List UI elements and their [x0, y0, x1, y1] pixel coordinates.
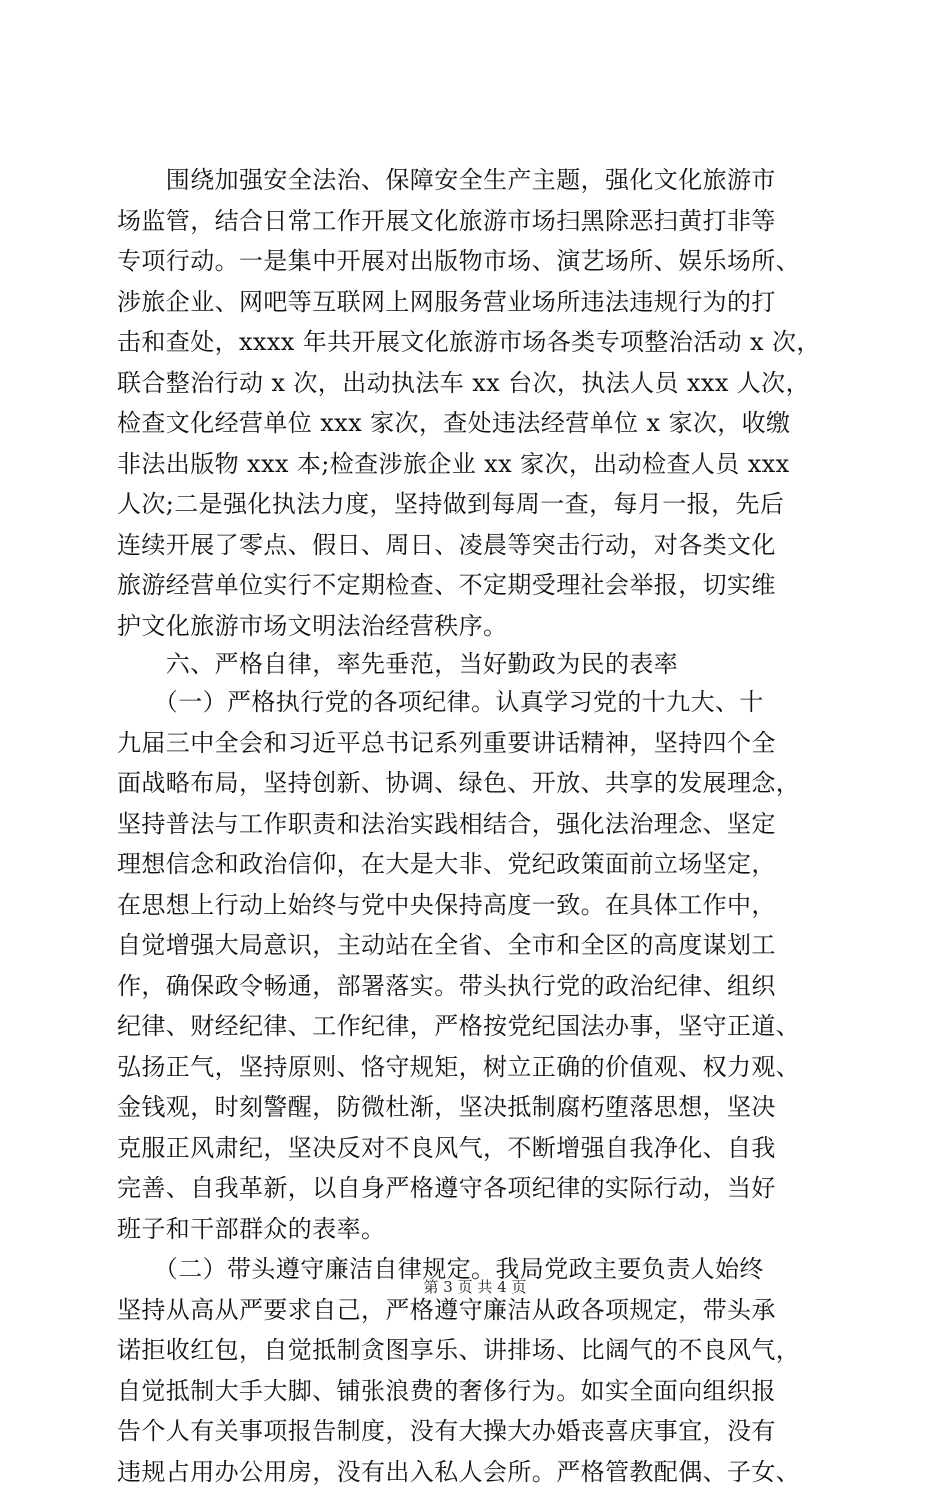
- text-line: 联合整治行动 x 次，出动执法车 xx 台次，执法人员 xxx 人次，: [117, 363, 832, 404]
- text-line: 旅游经营单位实行不定期检查、不定期受理社会举报，切实维: [117, 565, 832, 606]
- text-line: 专项行动。一是集中开展对出版物市场、演艺场所、娱乐场所、: [117, 241, 832, 282]
- text-line: 弘扬正气，坚持原则、恪守规矩，树立正确的价值观、权力观、: [117, 1047, 832, 1088]
- text-line: 理想信念和政治信仰，在大是大非、党纪政策面前立场坚定，: [117, 844, 832, 885]
- text-line: 作，确保政令畅通，部署落实。带头执行党的政治纪律、组织: [117, 966, 832, 1007]
- text-line: 护文化旅游市场文明法治经营秩序。: [117, 606, 832, 647]
- text-line: 诺拒收红包，自觉抵制贪图享乐、讲排场、比阔气的不良风气，: [117, 1330, 832, 1371]
- text-line: 违规占用办公用房，没有出入私人会所。严格管教配偶、子女、: [117, 1452, 832, 1492]
- text-line: 人次;二是强化执法力度，坚持做到每周一查，每月一报，先后: [117, 484, 832, 525]
- text-line: 检查文化经营单位 xxx 家次，查处违法经营单位 x 家次，收缴: [117, 403, 832, 444]
- text-line: 班子和干部群众的表率。: [117, 1209, 832, 1250]
- page-number-footer: 第 3 页 共 4 页: [0, 1276, 950, 1297]
- text-line: 告个人有关事项报告制度，没有大操大办婚丧喜庆事宜，没有: [117, 1411, 832, 1452]
- text-line: 克服正风肃纪，坚决反对不良风气，不断增强自我净化、自我: [117, 1128, 832, 1169]
- text-line: 纪律、财经纪律、工作纪律，严格按党纪国法办事，坚守正道、: [117, 1006, 832, 1047]
- text-line: 自觉抵制大手大脚、铺张浪费的奢侈行为。如实全面向组织报: [117, 1371, 832, 1412]
- text-line: 非法出版物 xxx 本;检查涉旅企业 xx 家次，出动检查人员 xxx: [117, 444, 832, 485]
- subsection-heading-line: （一）严格执行党的各项纪律。认真学习党的十九大、十: [117, 682, 832, 723]
- section-heading: 六、严格自律，率先垂范，当好勤政为民的表率: [117, 646, 832, 682]
- text-line: 涉旅企业、网吧等互联网上网服务营业场所违法违规行为的打: [117, 282, 832, 323]
- text-line: 在思想上行动上始终与党中央保持高度一致。在具体工作中，: [117, 885, 832, 926]
- text-line: 坚持普法与工作职责和法治实践相结合，强化法治理念、坚定: [117, 804, 832, 845]
- text-line: 面战略布局，坚持创新、协调、绿色、开放、共享的发展理念，: [117, 763, 832, 804]
- text-line: 九届三中全会和习近平总书记系列重要讲话精神，坚持四个全: [117, 723, 832, 764]
- text-line: 围绕加强安全法治、保障安全生产主题，强化文化旅游市: [117, 160, 832, 201]
- text-line: 场监管，结合日常工作开展文化旅游市场扫黑除恶扫黄打非等: [117, 201, 832, 242]
- text-line: 击和查处，xxxx 年共开展文化旅游市场各类专项整治活动 x 次，: [117, 322, 832, 363]
- text-line: 坚持从高从严要求自己，严格遵守廉洁从政各项规定，带头承: [117, 1290, 832, 1331]
- text-line: 完善、自我革新，以自身严格遵守各项纪律的实际行动，当好: [117, 1168, 832, 1209]
- subsection-heading-line: （二）带头遵守廉洁自律规定。我局党政主要负责人始终: [117, 1249, 832, 1290]
- text-line: 金钱观，时刻警醒，防微杜渐，坚决抵制腐朽堕落思想，坚决: [117, 1087, 832, 1128]
- text-line: 自觉增强大局意识，主动站在全省、全市和全区的高度谋划工: [117, 925, 832, 966]
- text-line: 连续开展了零点、假日、周日、凌晨等突击行动，对各类文化: [117, 525, 832, 566]
